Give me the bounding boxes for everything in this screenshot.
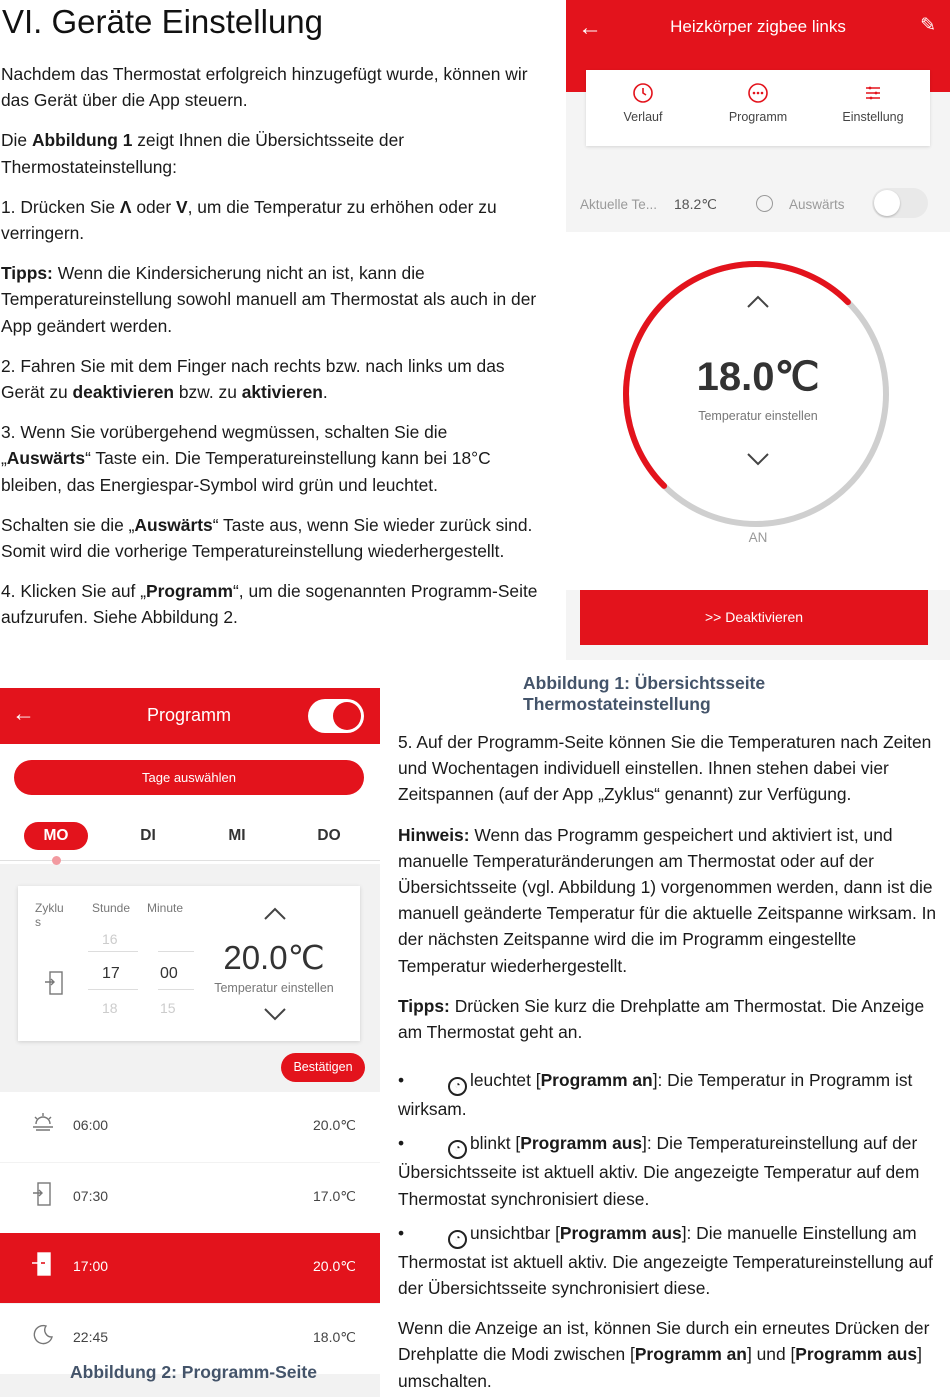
step-3-paragraph: 3. Wenn Sie vorübergehend wegmüssen, schalten Sie die „Auswärts“ Taste ein. Die Temperatureinstellung kann bei 18°C bleiben, das Energiespar-Symbol wird grün und leuchtet.	[1, 422, 491, 495]
cycle-temp-label: Temperatur einstellen	[214, 981, 334, 995]
program-header	[0, 688, 380, 744]
step-5-paragraph: 5. Auf der Programm-Seite können Sie die Temperaturen nach Zeiten und Wochentagen individuell einstellen. Ihnen stehen dabei vier Zeitspannen (auf der App „Zyklus“ genannt) zur Verfügung.	[398, 732, 932, 805]
cycle-temp: 20.0℃	[313, 1258, 356, 1274]
figure-1-caption: Abbildung 1: Übersichtsseite Thermostateinstellung	[523, 673, 766, 714]
bullet-lit: • ◔ leuchtet [Programm an]: Die Temperatur in Programm ist wirksam.	[398, 1070, 913, 1120]
back-arrow-icon[interactable]: ←	[578, 14, 602, 41]
list-settings-icon	[862, 82, 884, 104]
cycle-temp: 18.0℃	[313, 1329, 356, 1345]
door-exit-icon	[43, 970, 67, 1001]
setpoint-label: Temperatur einstellen	[698, 409, 818, 423]
decrease-chevron-icon[interactable]	[566, 451, 950, 472]
program-indicator-icon: ◔	[448, 1230, 467, 1249]
sunrise-icon	[30, 1110, 56, 1140]
temp-decrease-chevron-icon[interactable]	[262, 1006, 288, 1027]
minute-column-label: Minute	[147, 901, 184, 915]
door-enter-icon	[30, 1251, 56, 1283]
cycle-temp: 20.0℃	[313, 1117, 356, 1133]
section-heading: VI. Geräte Einstellung	[2, 3, 324, 40]
hour-prev: 16	[102, 931, 118, 947]
deactivate-button[interactable]: >> Deaktivieren	[580, 590, 928, 645]
device-title: Heizkörper zigbee links	[670, 17, 846, 36]
minute-picker[interactable]: 00	[160, 965, 178, 982]
state-label: AN	[748, 530, 768, 545]
cycle-row-2[interactable]	[0, 1163, 380, 1233]
current-temp-value: 18.2℃	[674, 196, 717, 212]
back-arrow-icon[interactable]: ←	[12, 700, 35, 726]
intro-paragraph: Nachdem das Thermostat erfolgreich hinzugefügt wurde, können wir das Gerät über die App steuern.	[1, 64, 528, 111]
minute-next: 15	[160, 1000, 176, 1016]
day-tab-mo[interactable]: MO	[43, 827, 69, 844]
tab-bar	[586, 70, 930, 146]
tab-verlauf[interactable]: Verlauf	[586, 82, 700, 124]
program-toggle[interactable]	[308, 699, 364, 733]
cycle-row-3-selected[interactable]	[0, 1233, 380, 1303]
tip-paragraph: Tipps: Wenn die Kindersicherung nicht an ist, kann die Temperatureinstellung sowohl manuell am Thermostat als auch in der App geändert werden.	[1, 263, 537, 336]
temp-increase-chevron-icon[interactable]	[262, 906, 288, 927]
door-exit-icon	[30, 1181, 56, 1213]
figure-1-screenshot	[566, 0, 950, 660]
current-temp-label: Aktuelle Te...	[580, 197, 658, 212]
tab-einstellung[interactable]: Einstellung	[816, 82, 930, 124]
program-title: Programm	[146, 705, 231, 725]
program-indicator-icon: ◔	[448, 1140, 467, 1159]
cycle-editor-card	[18, 886, 360, 1041]
note-paragraph: Hinweis: Wenn das Programm gespeichert und aktiviert ist, und manuelle Temperaturänderungen am Thermostat oder auf der Übersichtsseite (vgl. Abbildung 1) vorgenommen werden, dann ist die manuell geänderte Temperatur für die aktuelle Zeitspanne wirksam. In der nächsten Zeitspanne wird die im Programm eingestellte Temperatur wiederhergestellt.	[398, 824, 937, 976]
clock-icon	[632, 82, 654, 104]
day-tab-mi[interactable]: MI	[228, 827, 246, 844]
edit-pencil-icon[interactable]: ✎	[920, 15, 936, 36]
day-indicator-dot	[52, 856, 61, 865]
hour-next: 18	[102, 1000, 118, 1016]
cycle-time: 22:45	[73, 1329, 109, 1345]
step-1-paragraph: 1. Drücken Sie Λ oder V, um die Temperatur zu erhöhen oder zu verringern.	[1, 196, 497, 244]
tab-programm[interactable]: Programm	[701, 82, 815, 124]
figure-2-screenshot	[0, 688, 380, 1397]
program-indicator-icon: ◔	[448, 1077, 467, 1096]
moon-icon	[30, 1322, 56, 1352]
bullet-invisible: • ◔ unsichtbar [Programm aus]: Die manuelle Einstellung am Thermostat ist aktuell aktiv. Die angezeigte Temperatureinstellung auf der Übersichtsseite synchronisiert diese.	[398, 1222, 933, 1299]
confirm-button[interactable]: Bestätigen	[281, 1053, 365, 1082]
select-days-button[interactable]: Tage auswählen	[14, 760, 364, 795]
dial-panel	[566, 232, 950, 590]
cycle-temp: 17.0℃	[313, 1188, 356, 1204]
dots-circle-icon	[747, 82, 769, 104]
cycle-time: 17:00	[73, 1258, 109, 1274]
step-4-paragraph: 4. Klicken Sie auf „Programm“, um die sogenannten Programm-Seite aufzurufen. Siehe Abbildung 2.	[1, 581, 538, 628]
figure-reference-paragraph: Die Abbildung 1 zeigt Ihnen die Übersichtsseite der Thermostateinstellung:	[1, 130, 405, 177]
cycle-time: 06:00	[73, 1117, 109, 1133]
day-tab-do[interactable]: DO	[317, 827, 341, 844]
compass-icon	[756, 195, 773, 212]
away-off-paragraph: Schalten sie die „Auswärts“ Taste aus, wenn Sie wieder zurück sind. Somit wird die vorherige Temperatureinstellung wiederhergestellt.	[1, 514, 533, 562]
tip-press-paragraph: Tipps: Drücken Sie kurz die Drehplatte am Thermostat. Die Anzeige am Thermostat geht an.	[398, 995, 925, 1043]
cycle-column-label: Zyklu s	[35, 901, 64, 929]
figure-2-caption: Abbildung 2: Programm-Seite	[70, 1362, 317, 1382]
hour-column-label: Stunde	[92, 901, 131, 915]
cycle-time: 07:30	[73, 1188, 109, 1204]
right-text-block	[398, 729, 946, 1394]
toggle-mode-paragraph: Wenn die Anzeige an ist, können Sie durch ein erneutes Drücken der Drehplatte die Modi zwischen [Programm an] und [Programm aus] umschalten.	[398, 1318, 930, 1391]
hour-picker[interactable]: 17	[102, 965, 120, 982]
day-tab-di[interactable]: DI	[140, 827, 156, 844]
away-toggle[interactable]	[872, 188, 928, 218]
cycle-temp-value: 20.0℃	[223, 939, 325, 976]
step-2-paragraph: 2. Fahren Sie mit dem Finger nach rechts bzw. nach links um das Gerät zu deaktivieren bzw. zu aktivieren.	[1, 355, 505, 403]
cycle-row-1[interactable]	[0, 1092, 380, 1162]
setpoint-value: 18.0℃	[696, 355, 820, 399]
away-label: Auswärts	[789, 197, 845, 212]
left-text-block	[1, 61, 541, 631]
bullet-blinking: • ◔ blinkt [Programm aus]: Die Temperatureinstellung auf der Übersichtsseite ist aktuell aktiv. Die angezeigte Temperatur auf dem Thermostat synchronisiert diese.	[398, 1133, 920, 1209]
increase-chevron-icon[interactable]	[566, 290, 950, 316]
